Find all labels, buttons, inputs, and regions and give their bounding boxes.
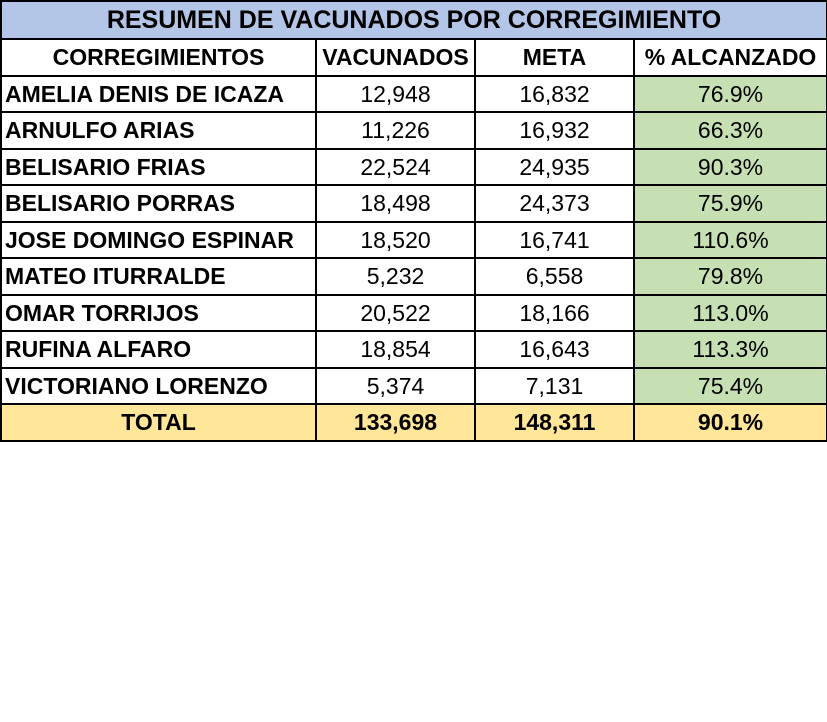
row-meta: 7,131: [475, 368, 634, 405]
row-vacunados: 5,232: [316, 258, 475, 295]
row-pct: 76.9%: [634, 76, 827, 113]
row-meta: 24,373: [475, 185, 634, 222]
row-pct: 79.8%: [634, 258, 827, 295]
row-meta: 16,741: [475, 222, 634, 259]
header-row: [1, 39, 827, 76]
row-name: BELISARIO FRIAS: [1, 149, 316, 186]
header-corregimientos: CORREGIMIENTOS: [1, 39, 316, 76]
row-pct: 90.3%: [634, 149, 827, 186]
row-pct: 66.3%: [634, 112, 827, 149]
row-meta: 18,166: [475, 295, 634, 332]
table-row: [1, 76, 827, 113]
row-vacunados: 18,520: [316, 222, 475, 259]
row-meta: 16,932: [475, 112, 634, 149]
header-alcanzado: % ALCANZADO: [634, 39, 827, 76]
total-meta: 148,311: [475, 404, 634, 441]
table-row: [1, 368, 827, 405]
header-meta: META: [475, 39, 634, 76]
header-vacunados: VACUNADOS: [316, 39, 475, 76]
row-name: ARNULFO ARIAS: [1, 112, 316, 149]
total-row: [1, 404, 827, 441]
row-meta: 16,832: [475, 76, 634, 113]
total-pct: 90.1%: [634, 404, 827, 441]
row-name: RUFINA ALFARO: [1, 331, 316, 368]
row-pct: 110.6%: [634, 222, 827, 259]
row-vacunados: 22,524: [316, 149, 475, 186]
row-pct: 75.4%: [634, 368, 827, 405]
table-row: [1, 185, 827, 222]
row-meta: 6,558: [475, 258, 634, 295]
table-row: [1, 112, 827, 149]
row-pct: 113.0%: [634, 295, 827, 332]
row-meta: 16,643: [475, 331, 634, 368]
row-name: BELISARIO PORRAS: [1, 185, 316, 222]
row-name: VICTORIANO LORENZO: [1, 368, 316, 405]
table-row: [1, 258, 827, 295]
table-row: [1, 149, 827, 186]
row-pct: 75.9%: [634, 185, 827, 222]
row-vacunados: 5,374: [316, 368, 475, 405]
row-name: AMELIA DENIS DE ICAZA: [1, 76, 316, 113]
row-name: MATEO ITURRALDE: [1, 258, 316, 295]
row-vacunados: 18,854: [316, 331, 475, 368]
row-name: JOSE DOMINGO ESPINAR: [1, 222, 316, 259]
row-vacunados: 18,498: [316, 185, 475, 222]
table-row: [1, 222, 827, 259]
table-row: [1, 295, 827, 332]
row-name: OMAR TORRIJOS: [1, 295, 316, 332]
table-row: [1, 331, 827, 368]
row-vacunados: 20,522: [316, 295, 475, 332]
table-title: RESUMEN DE VACUNADOS POR CORREGIMIENTO: [1, 1, 827, 39]
row-pct: 113.3%: [634, 331, 827, 368]
total-label: TOTAL: [1, 404, 316, 441]
total-vacunados: 133,698: [316, 404, 475, 441]
row-vacunados: 11,226: [316, 112, 475, 149]
row-vacunados: 12,948: [316, 76, 475, 113]
row-meta: 24,935: [475, 149, 634, 186]
